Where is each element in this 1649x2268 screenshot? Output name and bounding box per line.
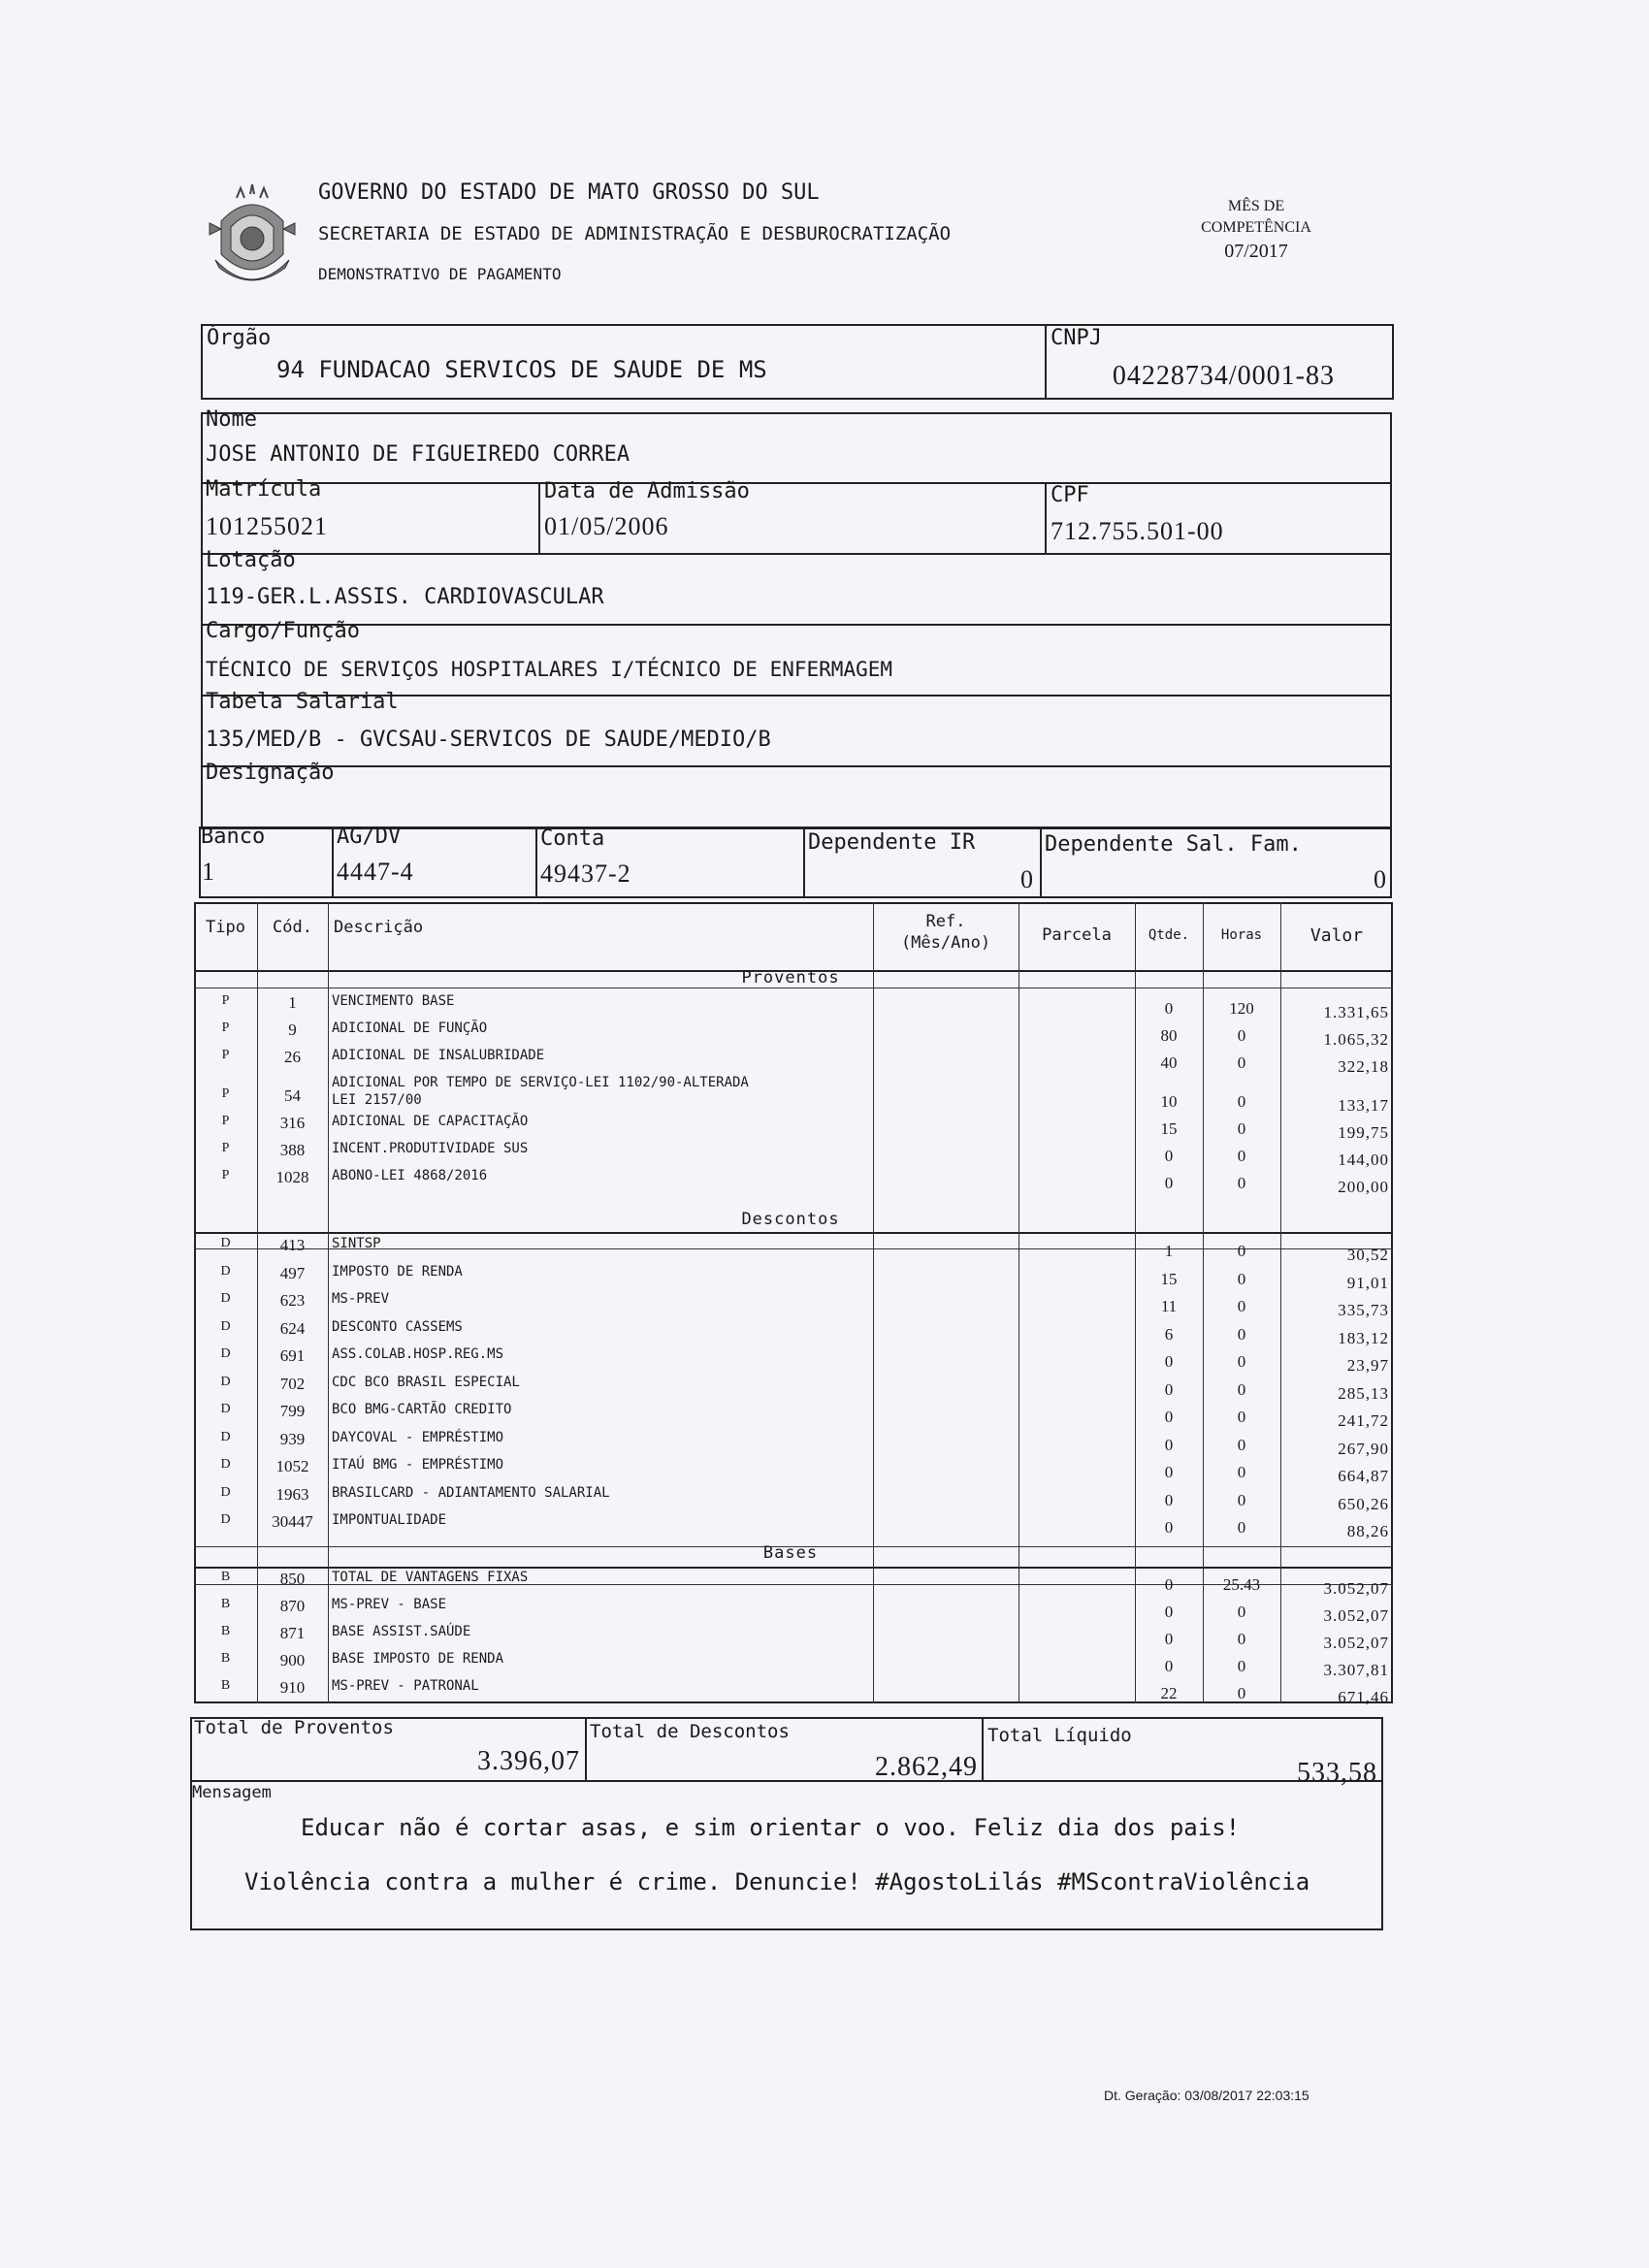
row-tipo: P bbox=[221, 1114, 230, 1128]
admissao-value: 01/05/2006 bbox=[544, 512, 669, 540]
row-cod: 388 bbox=[279, 1141, 306, 1159]
row-valor: 88,26 bbox=[1346, 1522, 1389, 1540]
row-horas: 0 bbox=[1237, 1490, 1246, 1509]
row-qtde: 15 bbox=[1160, 1119, 1178, 1138]
row-cod: 939 bbox=[279, 1429, 306, 1448]
row-qtde: 0 bbox=[1164, 1379, 1174, 1399]
row-valor: 3.307,81 bbox=[1323, 1661, 1389, 1679]
row-valor: 200,00 bbox=[1338, 1178, 1389, 1196]
row-tipo: B bbox=[220, 1570, 231, 1584]
row-valor: 241,72 bbox=[1338, 1411, 1389, 1430]
generation-date: Dt. Geração: 03/08/2017 22:03:15 bbox=[1104, 2088, 1310, 2103]
row-qtde: 15 bbox=[1160, 1269, 1178, 1288]
row-qtde: 1 bbox=[1164, 1242, 1174, 1260]
row-qtde: 22 bbox=[1160, 1684, 1178, 1702]
row-horas: 120 bbox=[1229, 999, 1254, 1018]
row-desc: MS-PREV - PATRONAL bbox=[332, 1678, 479, 1694]
row-desc: INCENT.PRODUTIVIDADE SUS bbox=[332, 1141, 529, 1156]
row-desc: VENCIMENTO BASE bbox=[332, 993, 455, 1009]
row-valor: 1.065,32 bbox=[1323, 1030, 1389, 1049]
row-tipo: D bbox=[220, 1346, 231, 1361]
row-desc-line-2: LEI 2157/00 bbox=[332, 1092, 422, 1108]
row-desc: ADICIONAL DE INSALUBRIDADE bbox=[332, 1048, 545, 1063]
row-desc: ADICIONAL DE CAPACITAÇÃO bbox=[332, 1114, 529, 1129]
row-qtde: 0 bbox=[1164, 1463, 1174, 1481]
col-tipo: Tipo bbox=[206, 918, 245, 937]
row-horas: 0 bbox=[1237, 1352, 1246, 1371]
row-cod: 900 bbox=[279, 1651, 306, 1669]
row-tipo: D bbox=[220, 1291, 231, 1306]
admissao-label: Data de Admissão bbox=[544, 479, 750, 503]
row-qtde: 6 bbox=[1164, 1324, 1174, 1344]
row-desc: ITAÚ BMG - EMPRÉSTIMO bbox=[332, 1457, 504, 1473]
row-valor: 3.052,07 bbox=[1323, 1634, 1389, 1652]
conta-value: 49437-2 bbox=[540, 859, 631, 888]
row-qtde: 0 bbox=[1164, 1174, 1174, 1192]
row-desc: BASE ASSIST.SAÚDE bbox=[332, 1624, 471, 1639]
row-horas: 25.43 bbox=[1222, 1575, 1261, 1594]
row-valor: 664,87 bbox=[1338, 1467, 1389, 1485]
row-cod: 799 bbox=[279, 1402, 306, 1420]
row-tipo: D bbox=[220, 1457, 231, 1472]
header-gov: GOVERNO DO ESTADO DE MATO GROSSO DO SUL bbox=[318, 180, 820, 205]
row-valor: 133,17 bbox=[1338, 1096, 1389, 1115]
row-tipo: D bbox=[220, 1512, 231, 1527]
cpf-label: CPF bbox=[1051, 483, 1089, 507]
row-desc: SINTSP bbox=[332, 1236, 381, 1251]
row-horas: 0 bbox=[1237, 1269, 1246, 1288]
row-desc: ADICIONAL POR TEMPO DE SERVIÇO-LEI 1102/90-ALTERADA bbox=[332, 1075, 749, 1090]
row-horas: 0 bbox=[1237, 1026, 1246, 1045]
row-cod: 850 bbox=[279, 1570, 306, 1588]
row-cod: 54 bbox=[284, 1086, 301, 1105]
competence-label-1: MÊS DE bbox=[1227, 198, 1285, 214]
banco-label: Banco bbox=[201, 825, 266, 849]
row-cod: 26 bbox=[284, 1048, 301, 1066]
row-tipo: P bbox=[221, 1168, 230, 1183]
designacao-label: Designação bbox=[206, 761, 335, 785]
cargo-label: Cargo/Função bbox=[206, 619, 360, 643]
row-horas: 0 bbox=[1237, 1657, 1246, 1675]
row-cod: 1028 bbox=[275, 1168, 309, 1186]
lotacao-value: 119-GER.L.ASSIS. CARDIOVASCULAR bbox=[206, 585, 604, 609]
row-horas: 0 bbox=[1237, 1119, 1246, 1138]
row-valor: 183,12 bbox=[1338, 1328, 1389, 1347]
row-qtde: 80 bbox=[1160, 1026, 1178, 1045]
section-proventos: Proventos bbox=[741, 968, 840, 988]
row-cod: 702 bbox=[279, 1374, 306, 1393]
row-qtde: 10 bbox=[1160, 1092, 1178, 1111]
row-horas: 0 bbox=[1237, 1408, 1246, 1426]
agdv-value: 4447-4 bbox=[337, 858, 414, 886]
row-desc: TOTAL DE VANTAGENS FIXAS bbox=[332, 1570, 529, 1585]
row-tipo: D bbox=[220, 1236, 231, 1250]
row-desc: BRASILCARD - ADIANTAMENTO SALARIAL bbox=[332, 1484, 610, 1501]
row-qtde: 0 bbox=[1164, 1518, 1174, 1537]
row-cod: 624 bbox=[279, 1318, 306, 1338]
row-valor: 199,75 bbox=[1338, 1123, 1389, 1142]
row-desc: IMPONTUALIDADE bbox=[332, 1512, 447, 1528]
message-line-1: Educar não é cortar asas, e sim orientar o voo. Feliz dia dos pais! bbox=[301, 1814, 1241, 1841]
row-cod: 871 bbox=[279, 1624, 306, 1642]
row-tipo: D bbox=[220, 1263, 231, 1279]
row-tipo: P bbox=[221, 1086, 230, 1101]
row-horas: 0 bbox=[1237, 1684, 1246, 1702]
row-cod: 691 bbox=[279, 1346, 306, 1365]
matricula-value: 101255021 bbox=[206, 512, 328, 540]
row-horas: 0 bbox=[1237, 1297, 1246, 1315]
row-cod: 30447 bbox=[272, 1512, 313, 1531]
row-valor: 3.052,07 bbox=[1323, 1606, 1389, 1625]
cargo-value: TÉCNICO DE SERVIÇOS HOSPITALARES I/TÉCNICO DE ENFERMAGEM bbox=[206, 658, 893, 681]
row-valor: 285,13 bbox=[1338, 1383, 1389, 1403]
row-desc: ASS.COLAB.HOSP.REG.MS bbox=[332, 1346, 504, 1362]
col-parcela: Parcela bbox=[1042, 925, 1112, 945]
row-valor: 91,01 bbox=[1346, 1273, 1389, 1292]
total-descontos-label: Total de Descontos bbox=[590, 1721, 790, 1742]
row-qtde: 0 bbox=[1164, 1657, 1174, 1675]
row-desc: MS-PREV bbox=[332, 1291, 390, 1307]
row-cod: 1052 bbox=[275, 1457, 309, 1475]
col-descricao: Descrição bbox=[334, 918, 424, 937]
col-ref-2: (Mês/Ano) bbox=[900, 933, 991, 953]
row-tipo: P bbox=[221, 1021, 230, 1035]
row-horas: 0 bbox=[1237, 1324, 1246, 1344]
total-proventos-label: Total de Proventos bbox=[194, 1717, 394, 1738]
message-line-2: Violência contra a mulher é crime. Denuncie! #AgostoLilás #MScontraViolência bbox=[244, 1868, 1310, 1895]
row-tipo: P bbox=[221, 1141, 230, 1155]
row-horas: 0 bbox=[1237, 1174, 1246, 1192]
row-tipo: P bbox=[221, 1048, 230, 1062]
row-valor: 671,46 bbox=[1338, 1688, 1389, 1706]
row-desc: ABONO-LEI 4868/2016 bbox=[332, 1168, 488, 1183]
row-desc: DAYCOVAL - EMPRÉSTIMO bbox=[332, 1429, 504, 1445]
dep-sf-value: 0 bbox=[1374, 865, 1387, 893]
nome-label: Nome bbox=[206, 407, 257, 432]
row-horas: 0 bbox=[1237, 1242, 1246, 1260]
row-tipo: D bbox=[220, 1484, 231, 1500]
competence-label-2: COMPETÊNCIA bbox=[1201, 219, 1311, 236]
row-cod: 316 bbox=[279, 1114, 306, 1132]
row-tipo: B bbox=[220, 1651, 231, 1666]
lotacao-label: Lotação bbox=[206, 548, 296, 572]
row-tipo: P bbox=[221, 993, 230, 1008]
orgao-label: Órgão bbox=[207, 326, 272, 350]
conta-label: Conta bbox=[540, 826, 605, 851]
row-cod: 870 bbox=[279, 1597, 306, 1615]
tabela-label: Tabela Salarial bbox=[206, 690, 399, 714]
row-desc: MS-PREV - BASE bbox=[332, 1597, 447, 1612]
state-coat-of-arms-icon bbox=[202, 184, 303, 299]
row-tipo: B bbox=[220, 1597, 231, 1611]
row-horas: 0 bbox=[1237, 1603, 1246, 1621]
col-horas: Horas bbox=[1220, 927, 1263, 943]
total-proventos-value: 3.396,07 bbox=[477, 1746, 580, 1776]
row-cod: 1963 bbox=[275, 1484, 309, 1504]
row-qtde: 40 bbox=[1160, 1053, 1178, 1072]
header-doc-type: DEMONSTRATIVO DE PAGAMENTO bbox=[318, 265, 562, 283]
message-label: Mensagem bbox=[192, 1783, 272, 1802]
row-qtde: 0 bbox=[1164, 1490, 1174, 1509]
row-desc: ADICIONAL DE FUNÇÃO bbox=[332, 1021, 488, 1036]
row-valor: 650,26 bbox=[1338, 1494, 1389, 1513]
row-qtde: 0 bbox=[1164, 999, 1174, 1018]
total-liquido-label: Total Líquido bbox=[987, 1725, 1132, 1746]
row-cod: 623 bbox=[279, 1291, 306, 1310]
col-cod: Cód. bbox=[273, 918, 312, 937]
row-tipo: D bbox=[220, 1318, 231, 1334]
row-horas: 0 bbox=[1237, 1435, 1246, 1454]
nome-value: JOSE ANTONIO DE FIGUEIREDO CORREA bbox=[206, 442, 630, 467]
row-horas: 0 bbox=[1237, 1463, 1246, 1481]
row-tipo: B bbox=[220, 1624, 231, 1638]
col-valor: Valor bbox=[1310, 925, 1364, 946]
row-tipo: D bbox=[220, 1402, 231, 1416]
header-secretariat: SECRETARIA DE ESTADO DE ADMINISTRAÇÃO E DESBUROCRATIZAÇÃO bbox=[318, 223, 952, 244]
row-horas: 0 bbox=[1237, 1518, 1246, 1537]
row-valor: 1.331,65 bbox=[1323, 1003, 1389, 1021]
banco-value: 1 bbox=[202, 858, 215, 886]
row-desc: BCO BMG-CARTÃO CREDITO bbox=[332, 1402, 512, 1417]
row-cod: 9 bbox=[288, 1021, 297, 1039]
orgao-value: 94 FUNDACAO SERVICOS DE SAUDE DE MS bbox=[276, 356, 767, 383]
row-tipo: D bbox=[220, 1429, 231, 1444]
row-valor: 3.052,07 bbox=[1323, 1579, 1389, 1598]
row-desc: CDC BCO BRASIL ESPECIAL bbox=[332, 1374, 520, 1390]
agdv-label: AG/DV bbox=[337, 825, 402, 849]
row-horas: 0 bbox=[1237, 1630, 1246, 1648]
total-descontos-value: 2.862,49 bbox=[875, 1752, 978, 1782]
row-desc: IMPOSTO DE RENDA bbox=[332, 1263, 463, 1280]
competence-value: 07/2017 bbox=[1224, 241, 1288, 262]
row-qtde: 0 bbox=[1164, 1435, 1174, 1454]
row-valor: 23,97 bbox=[1346, 1356, 1389, 1375]
row-valor: 322,18 bbox=[1338, 1057, 1389, 1076]
tabela-value: 135/MED/B - GVCSAU-SERVICOS DE SAUDE/MEDIO/B bbox=[206, 728, 771, 752]
row-desc: BASE IMPOSTO DE RENDA bbox=[332, 1651, 504, 1667]
dep-ir-value: 0 bbox=[1020, 865, 1034, 893]
row-qtde: 0 bbox=[1164, 1408, 1174, 1426]
cnpj-label: CNPJ bbox=[1051, 326, 1102, 350]
total-liquido-value: 533,58 bbox=[1297, 1758, 1377, 1788]
cpf-value: 712.755.501-00 bbox=[1051, 517, 1224, 545]
row-valor: 335,73 bbox=[1338, 1301, 1389, 1319]
row-qtde: 0 bbox=[1164, 1603, 1174, 1621]
col-qtde: Qtde. bbox=[1148, 927, 1190, 943]
row-qtde: 11 bbox=[1160, 1297, 1178, 1315]
matricula-label: Matrícula bbox=[206, 477, 322, 502]
cnpj-value: 04228734/0001-83 bbox=[1112, 361, 1335, 391]
row-cod: 910 bbox=[279, 1678, 306, 1697]
row-qtde: 0 bbox=[1164, 1352, 1174, 1371]
dep-sf-label: Dependente Sal. Fam. bbox=[1045, 832, 1302, 857]
row-tipo: B bbox=[220, 1678, 231, 1693]
col-ref-1: Ref. bbox=[925, 912, 966, 931]
dep-ir-label: Dependente IR bbox=[808, 830, 976, 855]
row-valor: 267,90 bbox=[1338, 1439, 1389, 1458]
row-cod: 497 bbox=[279, 1263, 306, 1282]
row-horas: 0 bbox=[1237, 1092, 1246, 1111]
row-valor: 30,52 bbox=[1346, 1246, 1389, 1264]
row-horas: 0 bbox=[1237, 1147, 1246, 1165]
row-valor: 144,00 bbox=[1338, 1150, 1389, 1169]
row-qtde: 0 bbox=[1164, 1630, 1174, 1648]
row-qtde: 0 bbox=[1164, 1575, 1174, 1594]
row-horas: 0 bbox=[1237, 1053, 1246, 1072]
row-horas: 0 bbox=[1237, 1379, 1246, 1399]
row-cod: 413 bbox=[279, 1236, 306, 1254]
row-qtde: 0 bbox=[1164, 1147, 1174, 1165]
row-desc: DESCONTO CASSEMS bbox=[332, 1318, 463, 1335]
row-cod: 1 bbox=[288, 993, 297, 1012]
section-bases: Bases bbox=[762, 1543, 819, 1563]
row-tipo: D bbox=[220, 1374, 231, 1389]
section-descontos: Descontos bbox=[741, 1210, 840, 1229]
